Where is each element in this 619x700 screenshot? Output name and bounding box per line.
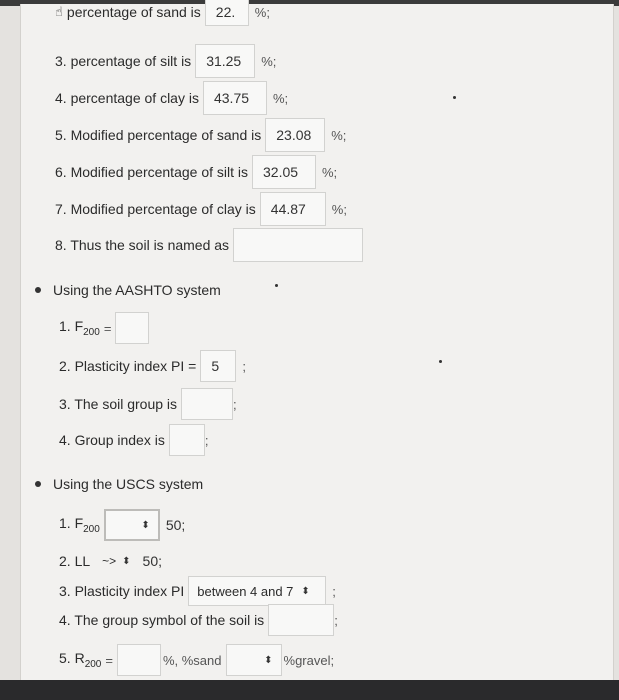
modified-clay-row bbox=[55, 192, 347, 226]
clay-input[interactable]: 43.75 bbox=[203, 81, 267, 115]
aashto-group-unit: ; bbox=[233, 396, 237, 412]
uscs-group-input[interactable] bbox=[268, 604, 334, 636]
aashto-group-label: 3. The soil group is bbox=[59, 396, 178, 412]
silt-label: 3. percentage of silt is bbox=[55, 53, 192, 69]
modified-silt-label: 6. Modified percentage of silt is bbox=[55, 164, 248, 180]
uscs-gravel-select[interactable] bbox=[226, 644, 282, 676]
uscs-group-unit: ; bbox=[334, 612, 338, 628]
uscs-pi-row bbox=[59, 576, 336, 606]
aashto-pi-row bbox=[59, 350, 246, 382]
aashto-f200-eq: = bbox=[103, 320, 112, 336]
uscs-f200-select[interactable] bbox=[104, 509, 160, 541]
uscs-r200-eq: = bbox=[105, 652, 113, 668]
uscs-gravel-text: %gravel; bbox=[283, 652, 335, 668]
modified-sand-label: 5. Modified percentage of sand is bbox=[55, 127, 262, 143]
aashto-group-input[interactable] bbox=[181, 388, 233, 420]
select-arrows-icon: ⬍ bbox=[141, 519, 150, 531]
silt-unit: %; bbox=[261, 53, 277, 69]
soil-name-label: 8. Thus the soil is named as bbox=[55, 237, 230, 253]
uscs-r200-input[interactable] bbox=[117, 644, 161, 676]
uscs-ll-value: 50; bbox=[142, 553, 163, 569]
uscs-pi-label: 3. Plasticity index PI bbox=[59, 583, 185, 599]
modified-clay-unit: %; bbox=[331, 201, 347, 217]
uscs-ll-row bbox=[59, 548, 162, 574]
uscs-ll-label: 2. LL bbox=[59, 553, 91, 569]
clay-unit: %; bbox=[272, 90, 289, 106]
modified-sand-input[interactable]: 23.08 bbox=[265, 118, 325, 152]
aashto-index-unit: ; bbox=[204, 432, 209, 448]
sand-input[interactable]: 22. bbox=[205, 0, 249, 26]
bottom-bar bbox=[0, 680, 619, 700]
bullet-icon bbox=[35, 287, 41, 293]
uscs-r200-row bbox=[59, 644, 334, 676]
select-arrows-icon: ⬍ bbox=[122, 555, 131, 567]
uscs-ll-operator: ~> bbox=[102, 554, 117, 568]
aashto-group-row bbox=[59, 388, 237, 420]
bullet-icon bbox=[35, 481, 41, 487]
aashto-index-row bbox=[59, 424, 208, 456]
modified-sand-row bbox=[55, 118, 346, 152]
uscs-heading-row bbox=[35, 476, 203, 492]
uscs-f200-compare: 50; bbox=[165, 517, 186, 533]
modified-silt-row bbox=[55, 155, 337, 189]
aashto-index-input[interactable] bbox=[169, 424, 205, 456]
uscs-group-row bbox=[59, 604, 338, 636]
sand-percentage-row bbox=[55, 0, 270, 26]
silt-percentage-row bbox=[55, 44, 276, 78]
clay-percentage-row bbox=[55, 81, 288, 115]
silt-input[interactable]: 31.25 bbox=[195, 44, 255, 78]
aashto-heading: Using the AASHTO system bbox=[53, 282, 221, 298]
hand-cursor-icon: ☝ bbox=[55, 4, 63, 19]
speck bbox=[453, 96, 456, 99]
uscs-pi-unit: ; bbox=[332, 583, 336, 599]
uscs-pi-select[interactable] bbox=[188, 576, 326, 606]
modified-silt-unit: %; bbox=[322, 164, 338, 180]
speck bbox=[275, 284, 278, 287]
aashto-heading-row bbox=[35, 282, 221, 298]
uscs-sand-text: %, %sand bbox=[162, 652, 222, 668]
aashto-pi-input[interactable]: 5 bbox=[200, 350, 236, 382]
sand-label: percentage of sand is bbox=[66, 4, 201, 20]
aashto-index-label: 4. Group index is bbox=[59, 432, 165, 448]
sand-unit: %; bbox=[254, 4, 270, 20]
speck bbox=[439, 360, 442, 363]
uscs-heading: Using the USCS system bbox=[53, 476, 204, 492]
modified-sand-unit: %; bbox=[331, 127, 347, 143]
aashto-f200-row bbox=[59, 312, 149, 344]
modified-clay-label: 7. Modified percentage of clay is bbox=[55, 201, 256, 217]
uscs-r200-label: 5. $R_{200}$ bbox=[59, 650, 102, 670]
select-arrows-icon: ⬍ bbox=[301, 585, 310, 597]
uscs-f200-row bbox=[59, 509, 185, 541]
uscs-pi-select-value: between 4 and 7 bbox=[197, 583, 294, 599]
uscs-ll-select[interactable] bbox=[94, 548, 138, 574]
uscs-f200-label: 1. $F_{200}$ bbox=[59, 515, 100, 535]
select-arrows-icon: ⬍ bbox=[264, 654, 273, 666]
aashto-pi-unit: ; bbox=[242, 358, 246, 374]
modified-silt-input[interactable]: 32.05 bbox=[252, 155, 316, 189]
uscs-group-label: 4. The group symbol of the soil is bbox=[59, 612, 265, 628]
modified-clay-input[interactable]: 44.87 bbox=[260, 192, 326, 226]
aashto-f200-input[interactable] bbox=[115, 312, 149, 344]
aashto-f200-label: 1. $F_{200}$ bbox=[59, 318, 100, 338]
question-sheet bbox=[20, 4, 614, 680]
soil-name-input[interactable] bbox=[233, 228, 363, 262]
aashto-pi-label: 2. Plasticity index PI = bbox=[59, 358, 197, 374]
soil-name-row bbox=[55, 228, 363, 262]
clay-label: 4. percentage of clay is bbox=[55, 90, 199, 106]
